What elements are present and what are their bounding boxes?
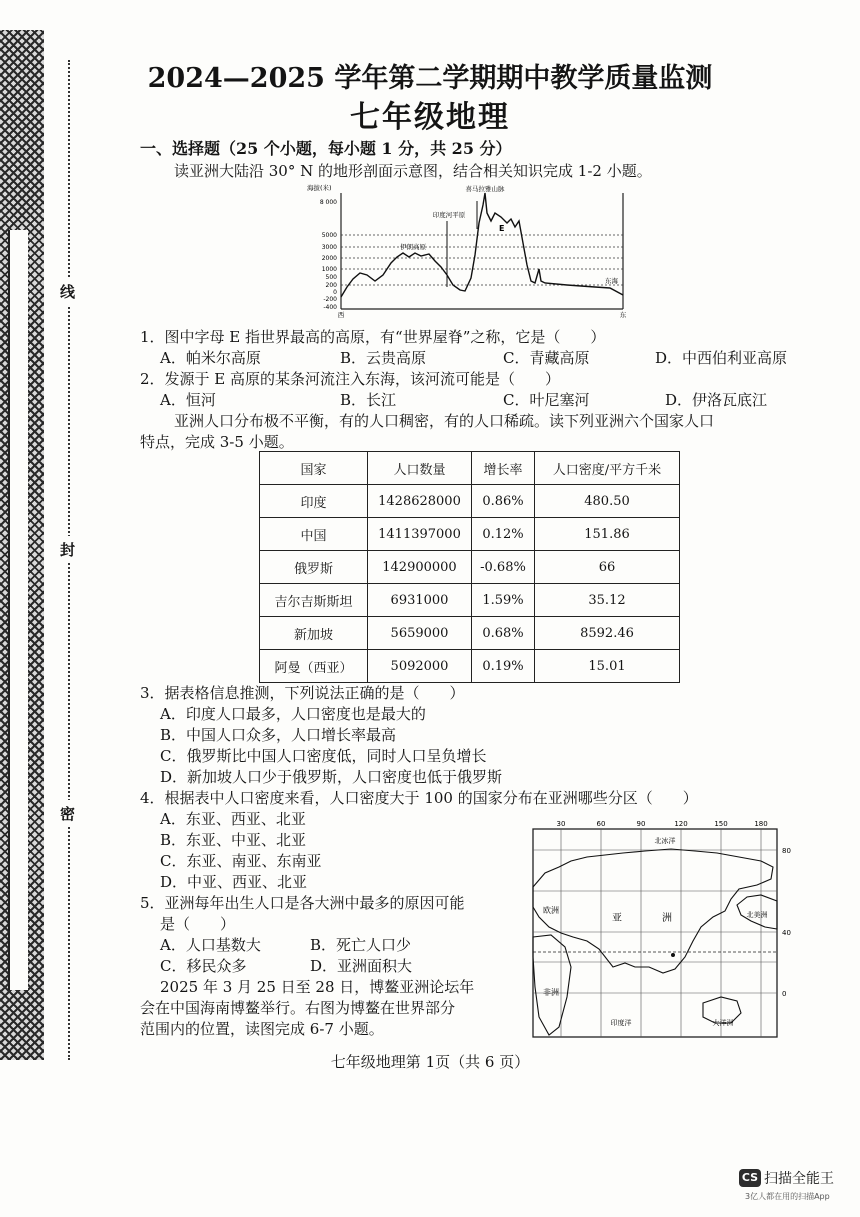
table-row	[260, 650, 680, 683]
profile-tick: 3000	[321, 244, 337, 251]
q4-option-b: B．东亚、中亚、北亚	[160, 831, 307, 849]
question-5-line1: 5．亚洲每年出生人口是各大洲中最多的原因可能	[140, 894, 465, 912]
label-west: 西	[337, 311, 345, 318]
profile-tick: 5000	[321, 232, 337, 239]
exam-subtitle: 七年级地理	[350, 100, 510, 135]
label-iran-plateau: 伊朗高原	[400, 243, 426, 251]
table-cell: 阿曼（西亚）	[260, 650, 368, 683]
page-footer: 七年级地理第 1页（共 6 页）	[330, 1053, 530, 1071]
profile-tick: 200	[325, 282, 337, 289]
map-label-north-america: 北美洲	[746, 911, 768, 919]
binding-label-feng: 封	[60, 536, 75, 563]
map-label-asia-1: 亚	[612, 913, 622, 924]
table-header-row	[260, 452, 680, 485]
label-east: 东	[619, 311, 627, 318]
intro-population-2: 特点，完成 3-5 小题。	[140, 433, 294, 451]
table-cell: 5659000	[368, 617, 472, 650]
question-3: 3．据表格信息推测，下列说法正确的是（ ）	[140, 684, 465, 702]
q1-option-c: C．青藏高原	[503, 349, 590, 367]
scanner-tagline: 3亿人都在用的扫描App	[745, 1192, 830, 1201]
binding-label-mi: 密	[60, 800, 75, 827]
map-lon-tick: 120	[674, 820, 688, 828]
table-cell: 0.19%	[472, 650, 535, 683]
intro-profile: 读亚洲大陆沿 30° N 的地形剖面示意图，结合相关知识完成 1-2 小题。	[174, 162, 652, 180]
q5-option-c: C．移民众多	[160, 957, 247, 975]
binding-strip-inner	[8, 230, 28, 990]
terrain-profile-diagram	[305, 183, 635, 318]
table-row	[260, 617, 680, 650]
question-1: 1．图中字母 E 指世界最高的高原，有“世界屋脊”之称，它是（ ）	[140, 328, 606, 346]
table-cell: 中国	[260, 518, 368, 551]
intro-boao-3: 范围内的位置，读图完成 6-7 小题。	[140, 1020, 384, 1038]
q1-option-b: B．云贵高原	[340, 349, 427, 367]
table-cell: 0.12%	[472, 518, 535, 551]
profile-tick: 500	[325, 274, 337, 281]
map-label-europe: 欧洲	[543, 906, 559, 915]
binding-label-xian: 线	[60, 278, 75, 305]
map-lon-tick: 60	[596, 820, 606, 828]
profile-y-title: 海拔(米)	[307, 184, 332, 192]
table-cell: 1411397000	[368, 518, 472, 551]
profile-tick: 2000	[321, 255, 337, 262]
map-lon-tick: 180	[754, 820, 768, 828]
q1-option-d: D．中西伯利亚高原	[655, 349, 788, 367]
map-lat-tick: 80	[782, 847, 791, 855]
profile-tick: 8 000	[319, 199, 337, 206]
intro-population-1: 亚洲人口分布极不平衡，有的人口稠密，有的人口稀疏。读下列亚洲六个国家人口	[174, 412, 715, 430]
map-label-arctic: 北冰洋	[654, 837, 676, 845]
label-E: E	[499, 224, 505, 233]
label-east-sea: 东海	[605, 277, 618, 285]
table-cell: 66	[535, 551, 680, 584]
intro-boao-1: 2025 年 3 月 25 日至 28 日，博鳌亚洲论坛年	[160, 978, 475, 996]
q2-option-d: D．伊洛瓦底江	[665, 391, 768, 409]
table-cell: 5092000	[368, 650, 472, 683]
question-5-line2: 是（ ）	[160, 915, 236, 933]
table-cell: 142900000	[368, 551, 472, 584]
table-cell: 吉尔吉斯斯坦	[260, 584, 368, 617]
map-lat-tick: 40	[782, 929, 791, 937]
camscanner-logo-icon: CS	[739, 1169, 761, 1187]
q4-option-c: C．东亚、南亚、东南亚	[160, 852, 322, 870]
q3-option-b: B．中国人口众多，人口增长率最高	[160, 726, 397, 744]
table-header-cell: 人口密度/平方千米	[535, 452, 680, 485]
map-lon-tick: 30	[556, 820, 566, 828]
table-cell: 俄罗斯	[260, 551, 368, 584]
q4-option-d: D．中亚、西亚、北亚	[160, 873, 308, 891]
profile-tick: -400	[323, 304, 337, 311]
world-map-boao	[525, 817, 795, 1042]
map-label-indian-ocean: 印度洋	[610, 1019, 632, 1027]
intro-boao-2: 会在中国海南博鳌举行。右图为博鳌在世界部分	[140, 999, 456, 1017]
label-indus-plain: 印度河平原	[432, 211, 466, 219]
q4-option-a: A．东亚、西亚、北亚	[160, 810, 306, 828]
table-cell: 8592.46	[535, 617, 680, 650]
q1-option-a: A．帕米尔高原	[160, 349, 261, 367]
q5-option-d: D．亚洲面积大	[310, 957, 413, 975]
map-lon-tick: 90	[636, 820, 646, 828]
question-2: 2．发源于 E 高原的某条河流注入东海，该河流可能是（ ）	[140, 370, 561, 388]
map-lat-tick: 0	[782, 990, 787, 998]
table-header-cell: 人口数量	[368, 452, 472, 485]
q3-option-c: C．俄罗斯比中国人口密度低，同时人口呈负增长	[160, 747, 487, 765]
map-label-africa: 非洲	[543, 988, 559, 997]
table-cell: -0.68%	[472, 551, 535, 584]
profile-tick: 1000	[321, 266, 337, 273]
q2-option-a: A．恒河	[160, 391, 216, 409]
table-cell: 1428628000	[368, 485, 472, 518]
table-row	[260, 518, 680, 551]
table-row	[260, 584, 680, 617]
table-cell: 480.50	[535, 485, 680, 518]
table-cell: 0.68%	[472, 617, 535, 650]
table-cell: 15.01	[535, 650, 680, 683]
q5-option-a: A．人口基数大	[160, 936, 261, 954]
table-row	[260, 485, 680, 518]
map-lon-tick: 150	[714, 820, 728, 828]
table-cell: 151.86	[535, 518, 680, 551]
table-cell: 印度	[260, 485, 368, 518]
table-header-cell: 国家	[260, 452, 368, 485]
table-cell: 1.59%	[472, 584, 535, 617]
q3-option-a: A．印度人口最多，人口密度也是最大的	[160, 705, 426, 723]
question-4: 4．根据表中人口密度来看，人口密度大于 100 的国家分布在亚洲哪些分区（ ）	[140, 789, 698, 807]
q2-option-c: C．叶尼塞河	[503, 391, 590, 409]
exam-title: 2024—2025 学年第二学期期中教学质量监测	[147, 63, 713, 94]
scanner-watermark	[739, 1167, 834, 1188]
q2-option-b: B．长江	[340, 391, 397, 409]
map-label-oceania: 大洋洲	[712, 1019, 734, 1027]
table-cell: 6931000	[368, 584, 472, 617]
table-cell: 新加坡	[260, 617, 368, 650]
label-himalaya: 喜马拉雅山脉	[465, 185, 505, 193]
population-table	[259, 451, 680, 683]
scanner-app-name: 扫描全能王	[764, 1170, 834, 1187]
profile-tick: -200	[323, 296, 337, 303]
table-cell: 0.86%	[472, 485, 535, 518]
table-cell: 35.12	[535, 584, 680, 617]
section-heading: 一、选择题（25 个小题，每小题 1 分，共 25 分）	[140, 139, 512, 158]
q5-option-b: B．死亡人口少	[310, 936, 412, 954]
profile-tick: 0	[333, 289, 337, 296]
table-row	[260, 551, 680, 584]
q3-option-d: D．新加坡人口少于俄罗斯，人口密度也低于俄罗斯	[160, 768, 503, 786]
map-label-asia-2: 洲	[662, 913, 672, 924]
table-header-cell: 增长率	[472, 452, 535, 485]
binding-strip	[0, 30, 44, 1060]
